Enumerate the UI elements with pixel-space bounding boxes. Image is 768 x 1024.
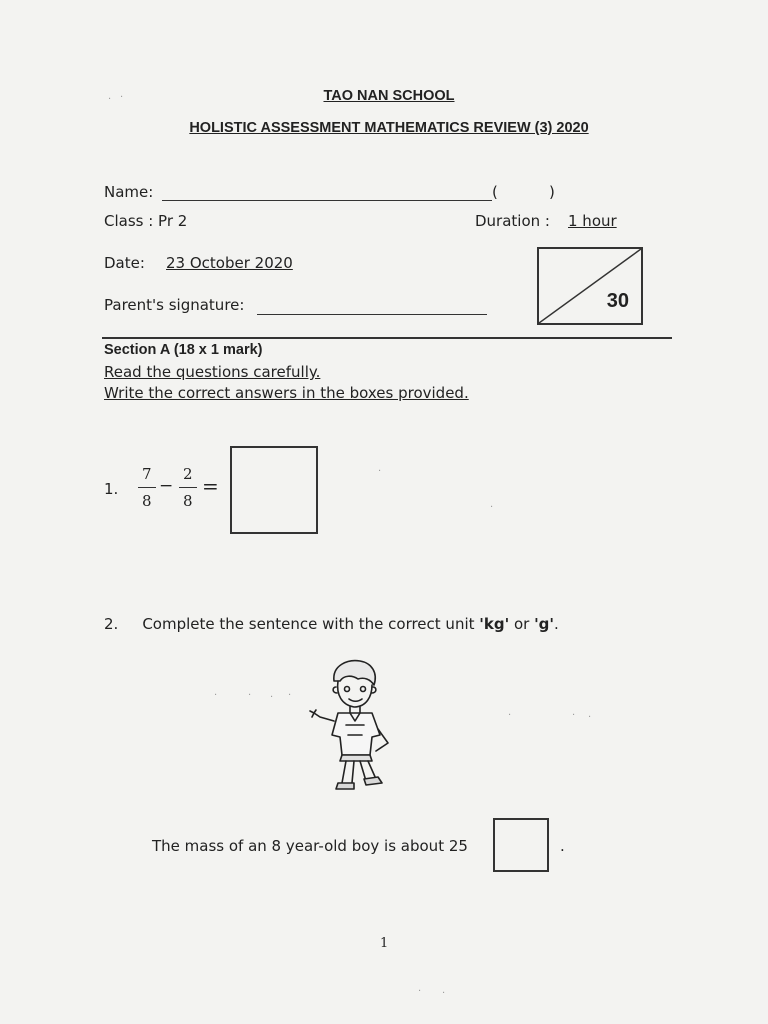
scan-speck: · bbox=[418, 986, 422, 997]
school-title: TAO NAN SCHOOL bbox=[323, 88, 455, 104]
page-number: 1 bbox=[380, 936, 389, 951]
q1-fraction-a-bar bbox=[138, 487, 156, 488]
instruction-write: Write the correct answers in the boxes provided. bbox=[104, 384, 469, 402]
class-label: Class : Pr 2 bbox=[104, 212, 188, 230]
q1-fraction-b-numerator: 2 bbox=[183, 465, 193, 483]
q2-text-start: Complete the sentence with the correct unit bbox=[142, 615, 480, 633]
section-title: Section A (18 x 1 mark) bbox=[104, 342, 263, 358]
scan-speck: · bbox=[120, 92, 124, 103]
q1-answer-box[interactable] bbox=[230, 446, 318, 534]
scan-speck: · bbox=[270, 692, 274, 703]
q1-minus-sign: − bbox=[159, 476, 174, 496]
scan-speck: · bbox=[588, 712, 592, 723]
name-label: Name: bbox=[104, 183, 154, 201]
name-field-line[interactable] bbox=[162, 200, 492, 201]
header-divider bbox=[102, 337, 672, 339]
q1-fraction-a-numerator: 7 bbox=[142, 465, 152, 483]
q1-fraction-a-denominator: 8 bbox=[142, 492, 152, 510]
scan-speck: · bbox=[572, 710, 576, 721]
q1-fraction-b-denominator: 8 bbox=[183, 492, 193, 510]
scan-speck: · bbox=[248, 690, 252, 701]
duration-value: 1 hour bbox=[568, 212, 617, 230]
duration-label: Duration : bbox=[475, 212, 550, 230]
q2-text-end: . bbox=[553, 615, 559, 633]
scan-speck: · bbox=[508, 710, 512, 721]
signature-field-line[interactable] bbox=[257, 314, 487, 315]
scan-speck: · bbox=[442, 988, 446, 999]
register-paren-open: ( bbox=[492, 183, 498, 201]
score-total: 30 bbox=[606, 290, 629, 312]
q2-sentence-period: . bbox=[560, 837, 565, 855]
date-value: 23 October 2020 bbox=[166, 254, 293, 272]
q2-prompt bbox=[104, 615, 559, 633]
q2-sentence: The mass of an 8 year-old boy is about 25 bbox=[152, 837, 468, 855]
scan-speck: · bbox=[490, 502, 494, 513]
instruction-read: Read the questions carefully. bbox=[104, 363, 321, 381]
q2-answer-box[interactable] bbox=[493, 818, 549, 872]
scan-speck: · bbox=[214, 690, 218, 701]
q1-equals-sign: = bbox=[202, 474, 219, 498]
scan-speck: · bbox=[108, 94, 112, 105]
date-label: Date: bbox=[104, 254, 145, 272]
q1-fraction-b-bar bbox=[179, 487, 197, 488]
signature-label: Parent's signature: bbox=[104, 296, 245, 314]
q2-unit-g: 'g' bbox=[534, 615, 554, 633]
register-paren-close: ) bbox=[549, 183, 555, 201]
exam-title: HOLISTIC ASSESSMENT MATHEMATICS REVIEW (3) 2020 bbox=[189, 120, 589, 136]
q2-text-or: or bbox=[509, 615, 535, 633]
q2-number: 2. bbox=[104, 615, 119, 633]
scan-speck: · bbox=[378, 466, 382, 477]
scan-speck: · bbox=[288, 690, 292, 701]
q1-number: 1. bbox=[104, 480, 119, 498]
score-box bbox=[537, 247, 643, 325]
boy-illustration bbox=[300, 655, 410, 795]
q2-unit-kg: 'kg' bbox=[479, 615, 510, 633]
